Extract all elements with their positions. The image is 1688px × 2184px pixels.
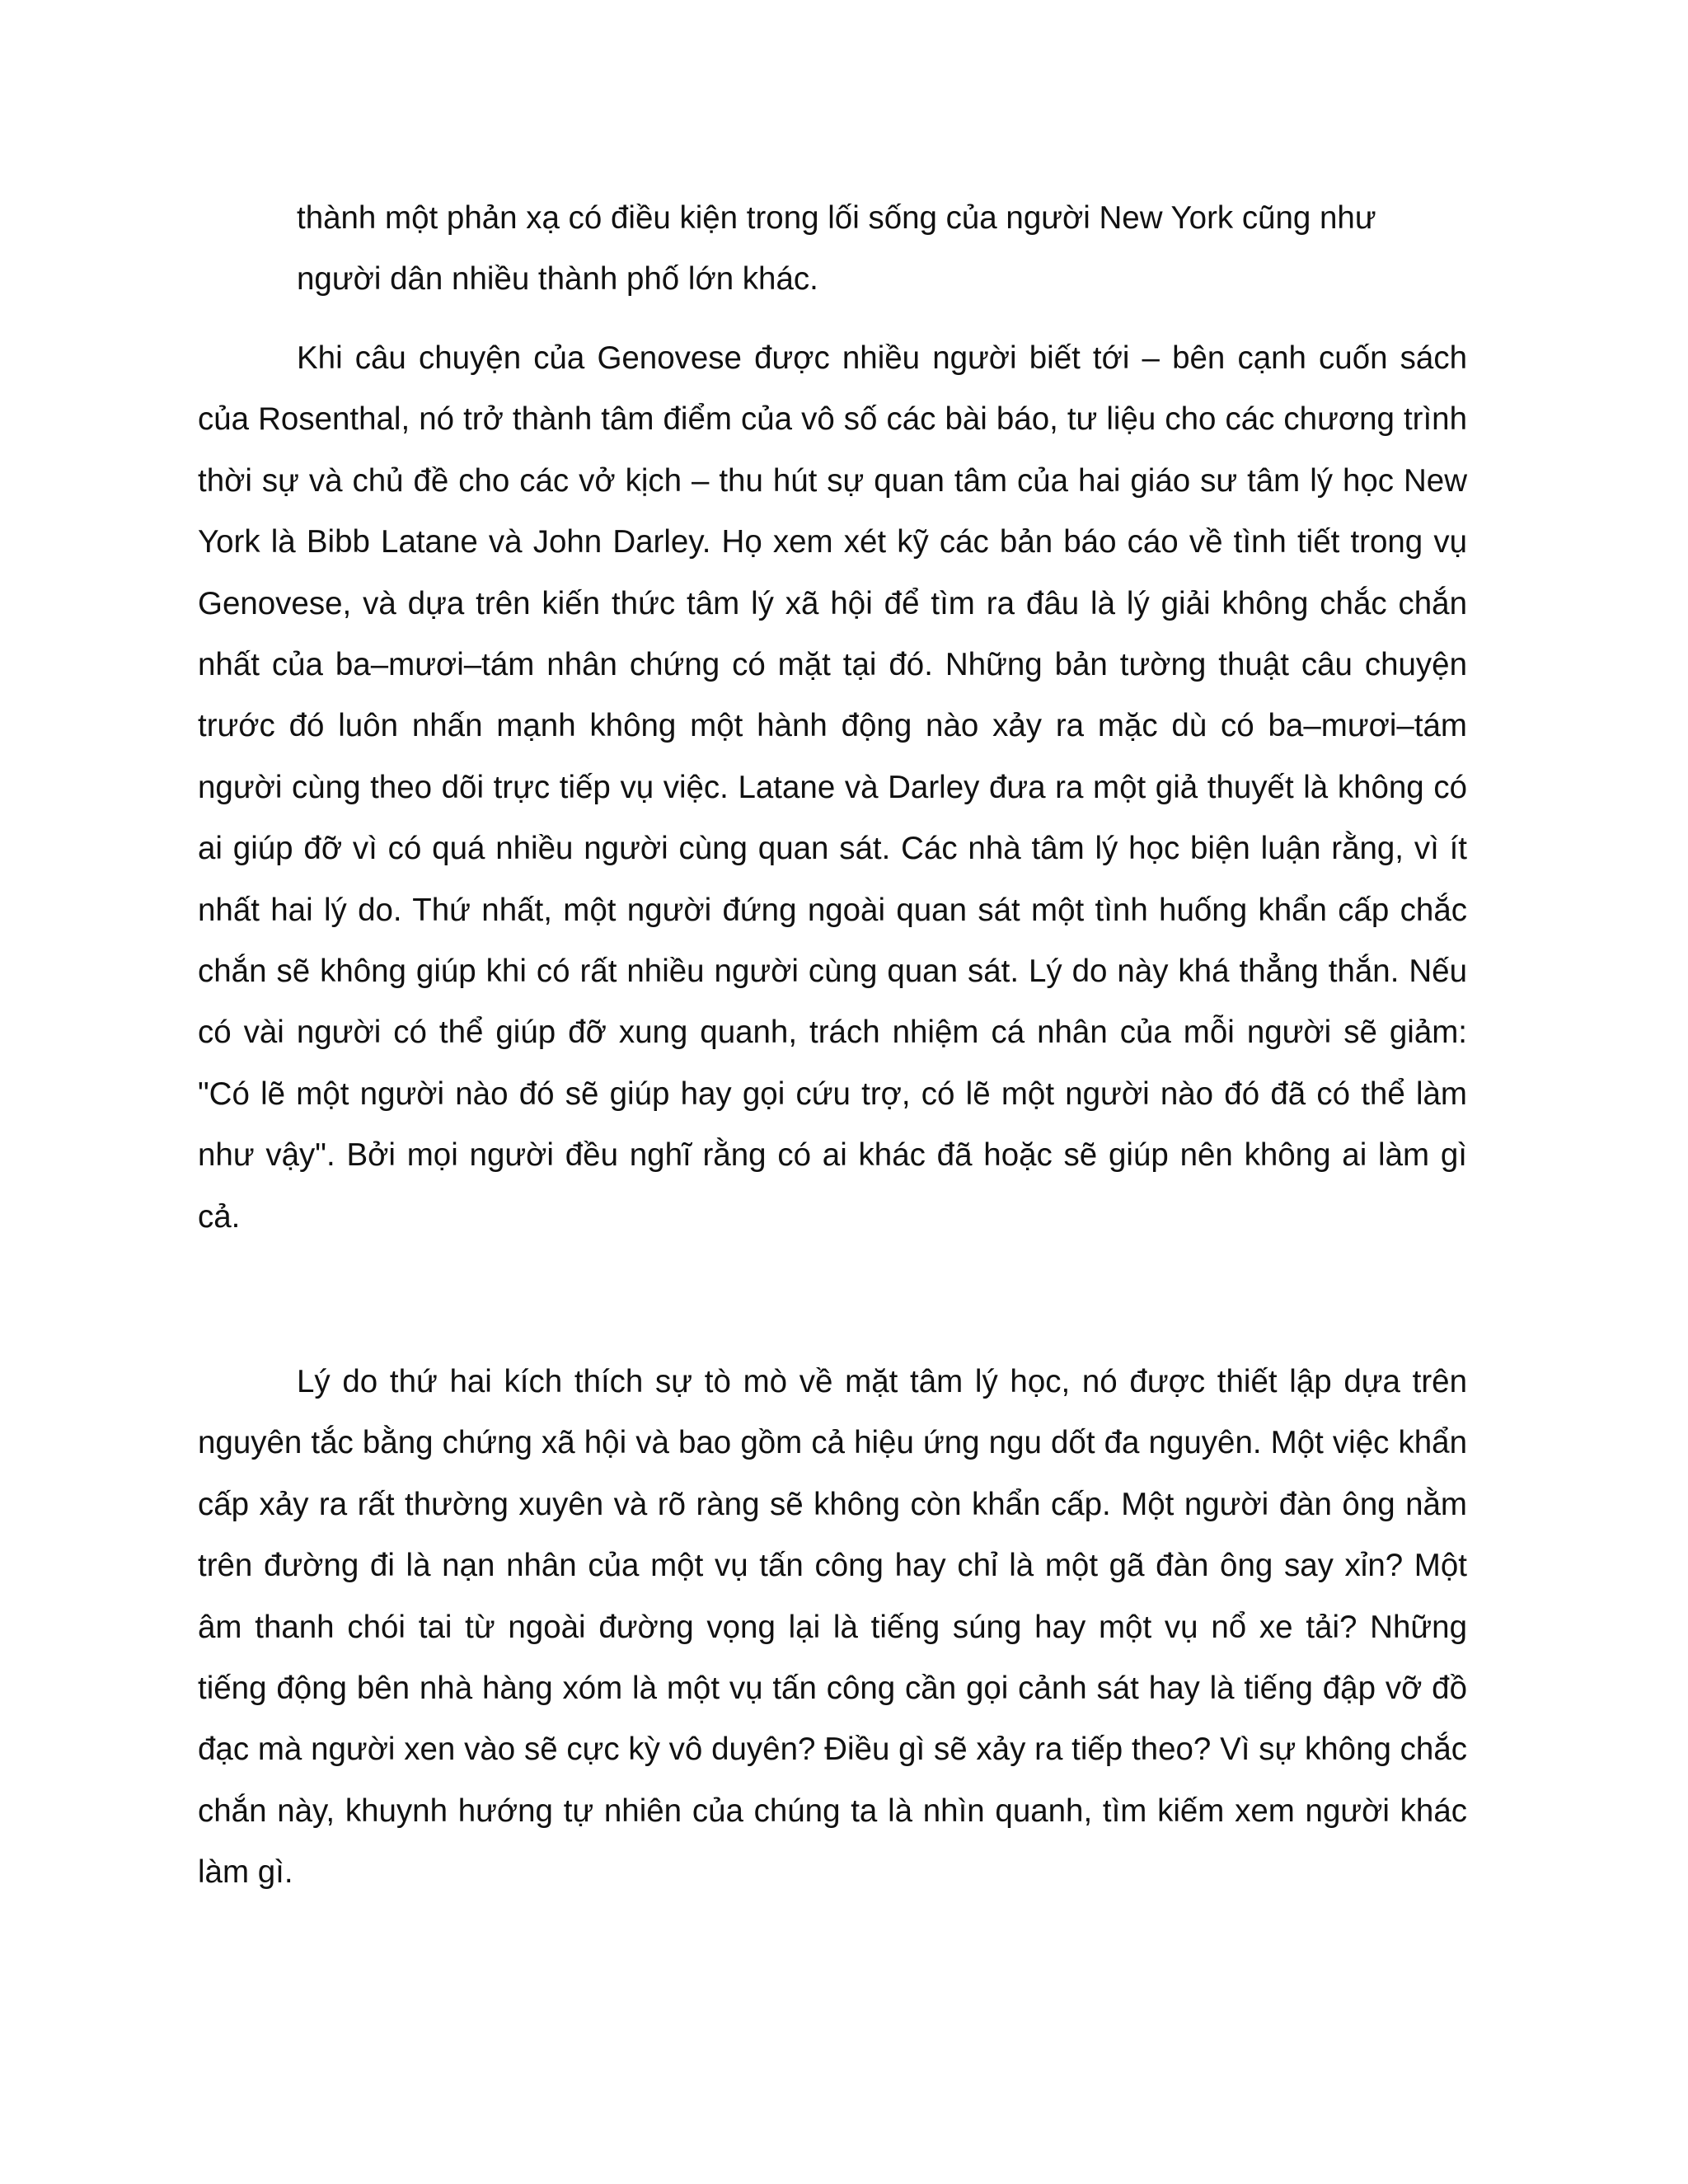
paragraph-continuation (198, 188, 1467, 311)
paragraph-2-text: Khi câu chuyện của Genovese được nhiều người biết tới – bên cạnh cuốn sách của Rosenthal, nó trở thành tâm điểm của vô số các bài báo, tư liệu cho các chương trình thời sự và chủ đề cho các vở kịch – thu hút sự quan tâm của hai giáo sư tâm lý học New York là Bibb Latane và John Darley. Họ xem xét kỹ các bản báo cáo về tình tiết trong vụ Genovese, và dựa trên kiến thức tâm lý xã hội để tìm ra đâu là lý giải không chắc chắn nhất của ba–mươi–tám nhân chứng có mặt tại đó. Những bản tường thuật câu chuyện trước đó luôn nhấn mạnh không một hành động nào xảy ra mặc dù có ba–mươi–tám người cùng theo dõi trực tiếp vụ việc. Latane và Darley đưa ra một giả thuyết là không có ai giúp đỡ vì có quá nhiều người cùng quan sát. Các nhà tâm lý học biện luận rằng, vì ít nhất hai lý do. Thứ nhất, một người đứng ngoài quan sát một tình huống khẩn cấp chắc chắn sẽ không giúp khi có rất nhiều người cùng quan sát. Lý do này khá thẳng thắn. Nếu có vài người có thể giúp đỡ xung quanh, trách nhiệm cá nhân của mỗi người sẽ giảm: "Có lẽ một người nào đó sẽ giúp hay gọi cứu trợ, có lẽ một người nào đó đã có thể làm như vậy". Bởi mọi người đều nghĩ rằng có ai khác đã hoặc sẽ giúp nên không ai làm gì cả. (198, 340, 1467, 1235)
paragraph-1-text: thành một phản xạ có điều kiện trong lối sống của người New York cũng như người dân nhiều thành phố lớn khác. (297, 200, 1376, 298)
paragraph-second-reason (198, 1352, 1467, 1904)
paragraph-3-text: Lý do thứ hai kích thích sự tò mò về mặt tâm lý học, nó được thiết lập dựa trên nguyên tắc bằng chứng xã hội và bao gồm cả hiệu ứng ngu dốt đa nguyên. Một việc khẩn cấp xảy ra rất thường xuyên và rõ ràng sẽ không còn khẩn cấp. Một người đàn ông nằm trên đường đi là nạn nhân của một vụ tấn công hay chỉ là một gã đàn ông say xỉn? Một âm thanh chói tai từ ngoài đường vọng lại là tiếng súng hay một vụ nổ xe tải? Những tiếng động bên nhà hàng xóm là một vụ tấn công cần gọi cảnh sát hay là tiếng đập vỡ đồ đạc mà người xen vào sẽ cực kỳ vô duyên? Điều gì sẽ xảy ra tiếp theo? Vì sự không chắc chắn này, khuynh hướng tự nhiên của chúng ta là nhìn quanh, tìm kiếm xem người khác làm gì. (198, 1364, 1467, 1891)
paragraph-genovese-story (198, 328, 1467, 1248)
